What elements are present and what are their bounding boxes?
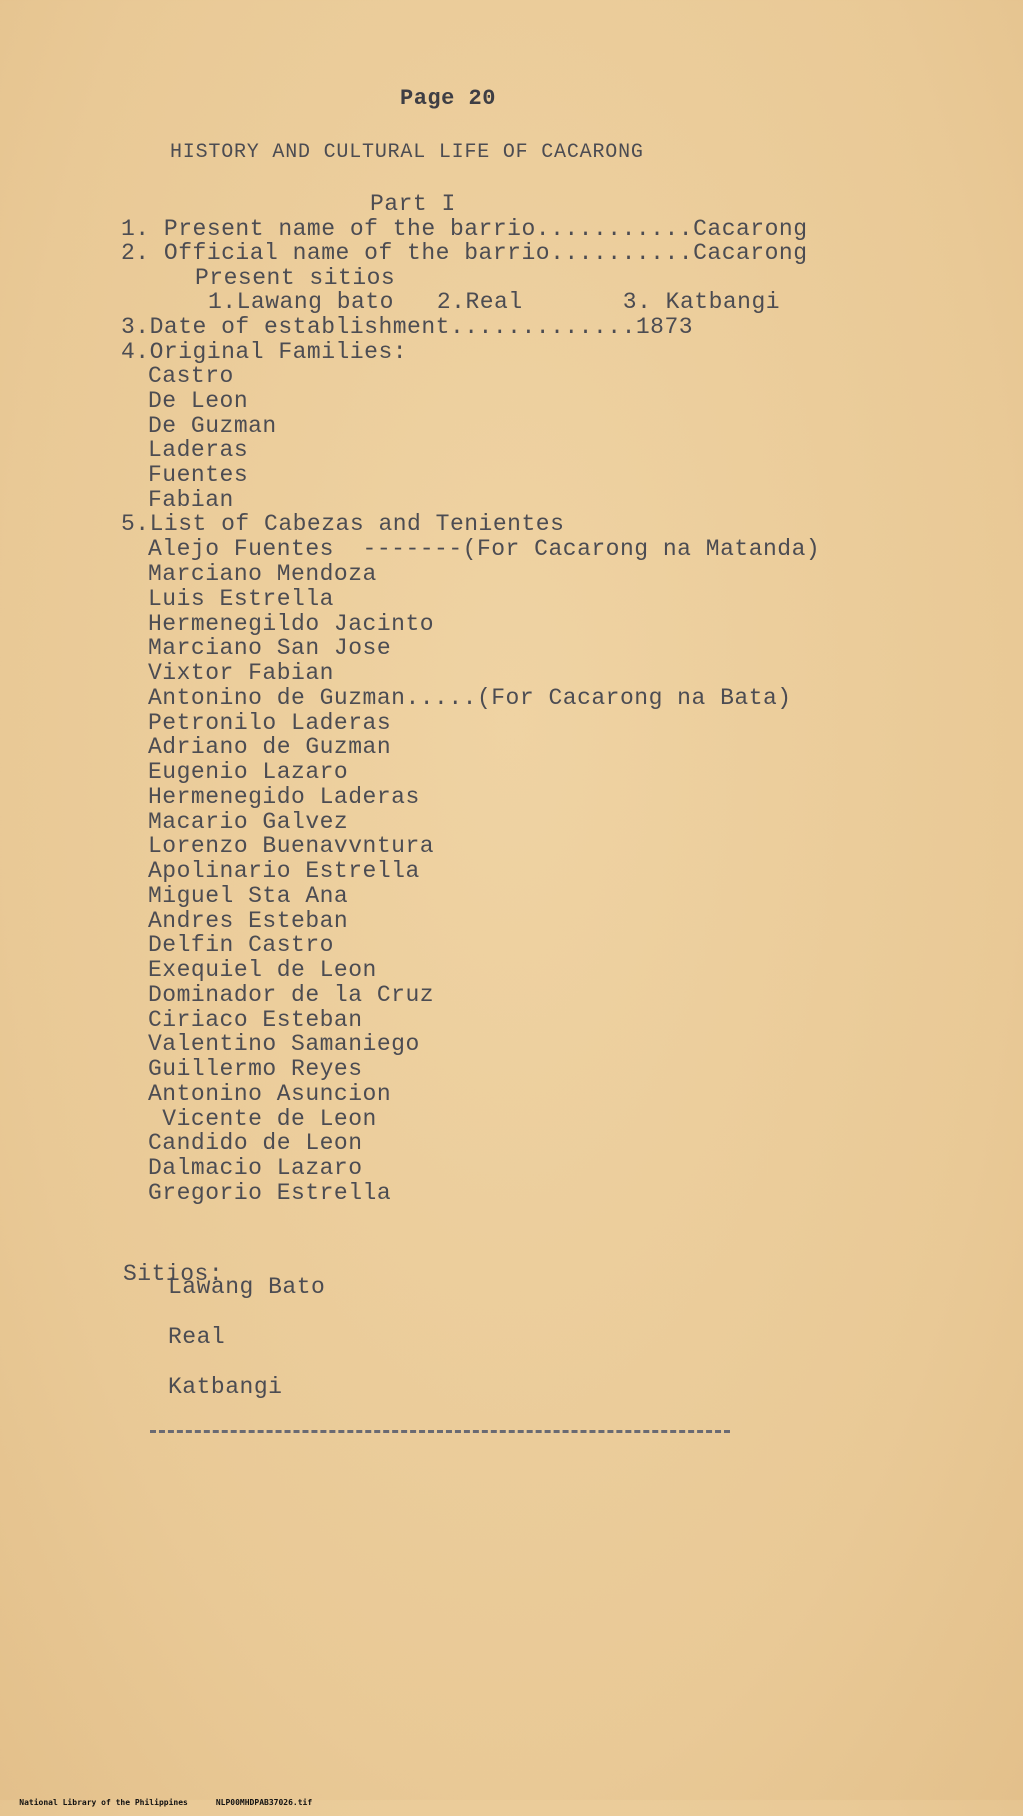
cabeza-name: Macario Galvez [148, 809, 349, 835]
cabeza-name: Hermenegido Laderas [148, 784, 420, 810]
cabeza-name: Adriano de Guzman [148, 734, 392, 760]
sitio-name: Real [168, 1324, 226, 1350]
cabeza-name: Hermenegildo Jacinto [148, 611, 435, 637]
cabeza-name: Candido de Leon [148, 1130, 363, 1156]
footer-file: NLP00MHDPAB37026.tif [215, 1798, 313, 1807]
page-number: Page 20 [400, 86, 496, 111]
document-title: HISTORY AND CULTURAL LIFE OF CACARONG [170, 141, 644, 164]
cabezas-heading: 5.List of Cabezas and Tenientes [121, 511, 565, 537]
family-name: Castro [148, 363, 234, 389]
cabeza-name: Valentino Samaniego [148, 1031, 420, 1057]
cabeza-name: Vixtor Fabian [148, 660, 334, 686]
item-original-families: 4.Original Families: [121, 339, 408, 365]
cabeza-name: Vicente de Leon [148, 1106, 377, 1132]
cabeza-name: Antonino Asuncion [148, 1081, 392, 1107]
family-name: Laderas [148, 437, 249, 463]
present-sitios-row: 1.Lawang bato 2.Real 3. Katbangi [208, 289, 781, 315]
sitio-name: Lawang Bato [168, 1274, 326, 1300]
cabeza-name: Guillermo Reyes [148, 1056, 363, 1082]
cabeza-name: Marciano Mendoza [148, 561, 377, 587]
cabeza-name: Luis Estrella [148, 586, 334, 612]
cabeza-name: Gregorio Estrella [148, 1180, 392, 1206]
cabeza-name: Delfin Castro [148, 932, 334, 958]
family-name: Fabian [148, 487, 234, 513]
cabeza-name: Lorenzo Buenavvntura [148, 833, 435, 859]
cabeza-name: Dalmacio Lazaro [148, 1155, 363, 1181]
cabeza-name: Ciriaco Esteban [148, 1007, 363, 1033]
footer-library: National Library of the Philippines [19, 1798, 188, 1807]
cabeza-name: Dominador de la Cruz [148, 982, 435, 1008]
cabeza-name: Alejo Fuentes -------(For Cacarong na Matanda) [148, 536, 821, 562]
item-official-name: 2. Official name of the barrio..........Cacarong [121, 240, 808, 266]
cabeza-name: Andres Esteban [148, 908, 349, 934]
sitio-name: Katbangi [168, 1374, 283, 1400]
item-present-name: 1. Present name of the barrio...........Cacarong [121, 216, 808, 242]
cabeza-name: Petronilo Laderas [148, 710, 392, 736]
family-name: De Guzman [148, 413, 277, 439]
cabeza-name: Exequiel de Leon [148, 957, 377, 983]
item-date-established: 3.Date of establishment.............1873 [121, 314, 694, 340]
present-sitios-label: Present sitios [195, 265, 396, 291]
cabeza-name: Apolinario Estrella [148, 858, 420, 884]
sitios-heading: Sitios: [123, 1261, 224, 1287]
cabeza-name: Miguel Sta Ana [148, 883, 349, 909]
section-divider [150, 1430, 730, 1433]
cabeza-name: Marciano San Jose [148, 635, 392, 661]
cabeza-name: Antonino de Guzman.....(For Cacarong na Bata) [148, 685, 792, 711]
part-heading: Part I [370, 191, 456, 217]
footer [0, 1789, 340, 1816]
family-name: Fuentes [148, 462, 249, 488]
family-name: De Leon [148, 388, 249, 414]
cabeza-name: Eugenio Lazaro [148, 759, 349, 785]
